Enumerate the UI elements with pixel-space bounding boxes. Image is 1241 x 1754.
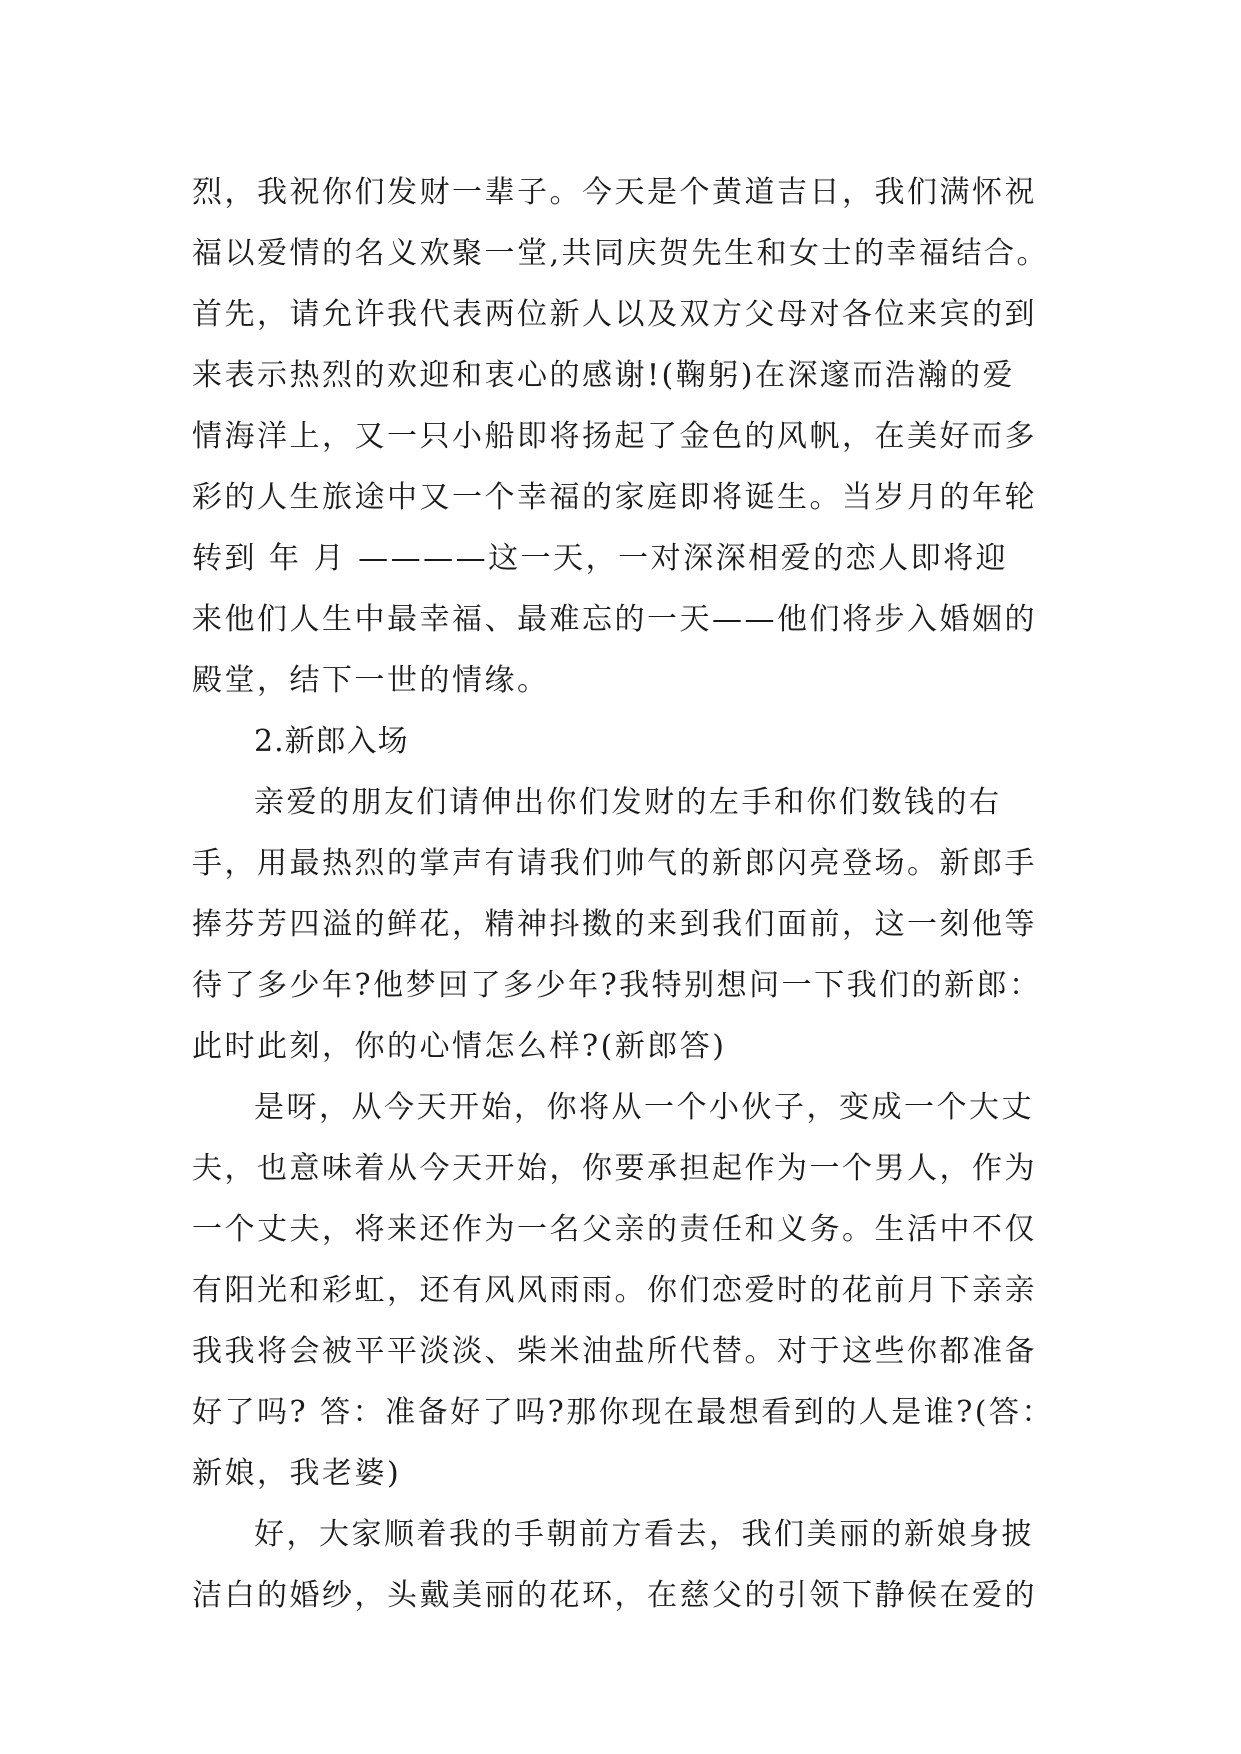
- text-line: 有阳光和彩虹，还有风风雨雨。你们恋爱时的花前月下亲亲: [192, 1273, 1037, 1308]
- text-line: 来表示热烈的欢迎和衷心的感谢!(鞠躬)在深邃而浩瀚的爱: [192, 358, 1015, 393]
- paragraph-first-line: 亲爱的朋友们请伸出你们发财的左手和你们数钱的右: [254, 785, 1002, 820]
- text-line: 彩的人生旅途中又一个幸福的家庭即将诞生。当岁月的年轮: [192, 480, 1037, 515]
- text-line: 新娘，我老婆): [192, 1456, 402, 1491]
- text-line: 我我将会被平平淡淡、柴米油盐所代替。对于这些你都准备: [192, 1334, 1037, 1369]
- text-line: 情海洋上，又一只小船即将扬起了金色的风帆，在美好而多: [192, 419, 1037, 454]
- text-line: 福以爱情的名义欢聚一堂,共同庆贺先生和女士的幸福结合。: [192, 236, 1050, 271]
- text-line: 待了多少年?他梦回了多少年?我特别想问一下我们的新郎：: [192, 968, 1042, 1003]
- text-line: 首先，请允许我代表两位新人以及双方父母对各位来宾的到: [192, 297, 1037, 332]
- text-line: 夫，也意味着从今天开始，你要承担起作为一个男人，作为: [192, 1151, 1037, 1186]
- text-line: 转到 年 月 ————这一天，一对深深相爱的恋人即将迎: [192, 541, 1009, 576]
- paragraph-first-line: 好，大家顺着我的手朝前方看去，我们美丽的新娘身披: [254, 1517, 1034, 1552]
- text-line: 烈，我祝你们发财一辈子。今天是个黄道吉日，我们满怀祝: [192, 175, 1037, 210]
- text-line: 捧芬芳四溢的鲜花，精神抖擞的来到我们面前，这一刻他等: [192, 907, 1037, 942]
- text-line: 好了吗? 答：准备好了吗?那你现在最想看到的人是谁?(答：: [192, 1395, 1054, 1430]
- text-line: 此时此刻，你的心情怎么样?(新郎答): [192, 1029, 727, 1064]
- text-line: 一个丈夫，将来还作为一名父亲的责任和义务。生活中不仅: [192, 1212, 1037, 1247]
- document-body: [192, 162, 1072, 1626]
- text-line: 来他们人生中最幸福、最难忘的一天——他们将步入婚姻的: [192, 602, 1037, 637]
- text-line: 手，用最热烈的掌声有请我们帅气的新郎闪亮登场。新郎手: [192, 846, 1037, 881]
- text-line: 殿堂，结下一世的情缘。: [192, 663, 550, 698]
- paragraph-first-line: 是呀，从今天开始，你将从一个小伙子，变成一个大丈: [254, 1090, 1034, 1125]
- section-heading: 2.新郎入场: [254, 724, 409, 759]
- text-line: 洁白的婚纱，头戴美丽的花环，在慈父的引领下静候在爱的: [192, 1578, 1037, 1613]
